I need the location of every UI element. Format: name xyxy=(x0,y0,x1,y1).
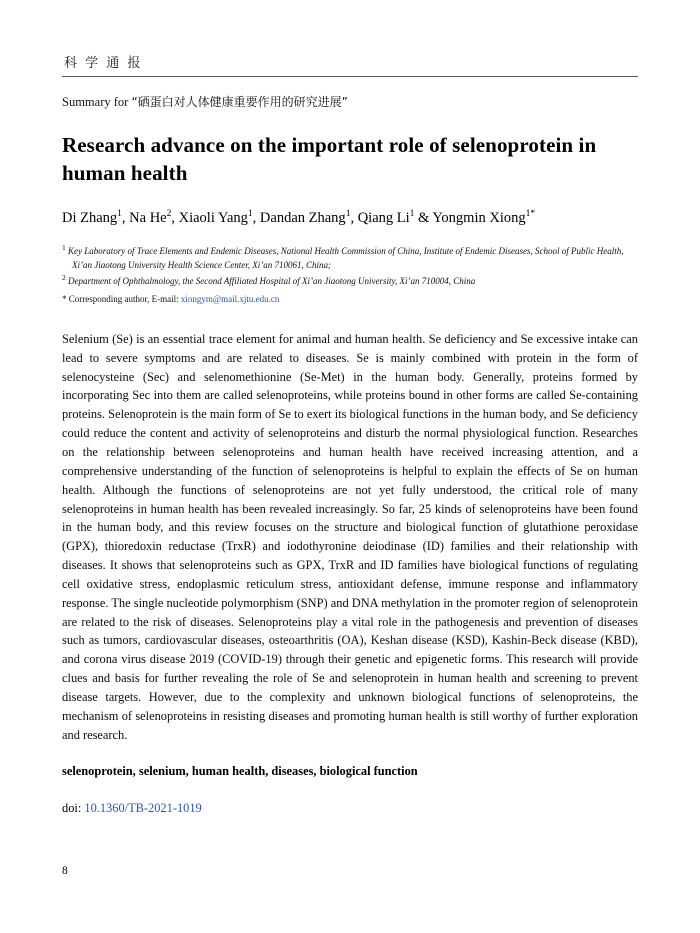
author-separator: , xyxy=(121,210,130,227)
author-separator: , xyxy=(252,210,260,227)
summary-prefix: Summary for xyxy=(62,95,132,109)
doi-link[interactable]: 10.1360/TB-2021-1019 xyxy=(84,801,202,816)
journal-masthead: 科 学 通 报 xyxy=(64,56,143,71)
doi-label: doi: xyxy=(62,801,85,816)
affiliation-text: Department of Ophthalmology, the Second Affiliated Hospital of Xi’an Jiaotong University, Xi’an 710004, China xyxy=(65,276,476,287)
affiliation-text: Key Laboratory of Trace Elements and Endemic Diseases, National Health Commission of China, Institute of Endemic Diseases, School of Public Health, Xi’an Jiaotong University Health Science Center, Xi’an 710061, China; xyxy=(65,246,624,270)
author-list xyxy=(62,207,638,230)
affiliation-marker: 1 xyxy=(62,243,66,253)
author-name: Yongmin Xiong xyxy=(432,210,526,227)
summary-line xyxy=(62,93,638,110)
author-affiliation-marker: 1* xyxy=(525,209,536,220)
author-name: Dandan Zhang xyxy=(259,210,346,227)
author-entry xyxy=(358,210,433,226)
doi-line xyxy=(62,801,638,816)
affiliation-item xyxy=(62,242,638,272)
author-entry xyxy=(179,210,260,226)
author-name: Di Zhang xyxy=(62,210,118,227)
corresponding-author-line xyxy=(62,292,638,306)
author-name: Na He xyxy=(129,210,167,227)
author-entry xyxy=(129,210,178,226)
author-affiliation-marker: 1 xyxy=(409,209,415,220)
abstract-text: Selenium (Se) is an essential trace element for animal and human health. Se deficiency and Se excessive intake can lead to severe symptoms and are related to diseases. Se is mainly combined with protein in the form of selenocysteine (Sec) and selenomethionine (Se-Met) in the human body. Generally, proteins formed by incorporating Sec into them are called selenoproteins, while proteins bound in other forms are called Se-containing proteins. Selenoprotein is the main form of Se to exert its biological functions in the human body, and Se deficiency could reduce the content and activity of selenoproteins and disturb the normal physiological function. Researches on the relationship between selenoproteins and human health have received increasing attention, and a comprehensive understanding of the function of selenoproteins is helpful to explain the effects of Se on human health. Although the functions of selenoproteins are not yet fully understood, the critical role of many selenoproteins in human health has been revealed increasingly. So far, 25 kinds of selenoproteins have been found in the human body, and this review focuses on the structure and biological function of glutathione peroxidase (GPX), thioredoxin reductase (TrxR) and iodothyronine deiodinase (ID) families and their relationship with diseases. It shows that selenoproteins such as GPX, TrxR and ID families have biological functions of regulating cell oxidative stress, endoplasmic reticulum stress, antioxidant defense, immune response and inflammatory response. The single nucleotide polymorphism (SNP) and DNA methylation in the promoter region of selenoprotein are related to the risk of diseases. Selenoproteins play a vital role in the pathogenesis and prevention of diseases such as tumors, cardiovascular diseases, osteoarthritis (OA), Keshan disease (KSD), Kashin-Beck disease (KBD), and corona virus disease 2019 (COVID-19) through their genetic and epigenetic forms. This research will provide clues and basis for further revealing the role of Se and selenoprotein in human health and screening to prevent disease targets. However, due to the complexity and unknown biological functions of selenoproteins, the mechanism of selenoproteins in resisting diseases and promoting human health is still worthy of further exploration and research. xyxy=(62,331,638,742)
author-separator: , xyxy=(171,210,179,227)
author-name: Xiaoli Yang xyxy=(178,210,248,227)
author-affiliation-marker: 1 xyxy=(345,209,351,220)
page-title: Research advance on the important role of selenoprotein in human health xyxy=(62,133,597,185)
author-affiliation-marker: 2 xyxy=(166,209,172,220)
author-name: Qiang Li xyxy=(357,210,410,227)
corresponding-email-link[interactable]: xiongym@mail.xjtu.edu.cn xyxy=(180,293,280,304)
affiliation-item xyxy=(62,272,638,289)
page-number: 8 xyxy=(62,865,68,877)
author-separator: & xyxy=(414,210,433,227)
author-entry xyxy=(432,210,535,226)
corresponding-label: * Corresponding author, E-mail: xyxy=(62,293,181,304)
summary-chinese-title: “硒蛋白对人体健康重要作用的研究进展” xyxy=(131,95,348,109)
affiliation-marker: 2 xyxy=(62,273,66,283)
author-affiliation-marker: 1 xyxy=(247,209,253,220)
affiliation-list xyxy=(62,242,638,306)
author-separator: , xyxy=(350,210,358,227)
author-affiliation-marker: 1 xyxy=(117,209,122,220)
keywords-line: selenoprotein, selenium, human health, diseases, biological function xyxy=(62,764,418,779)
author-entry xyxy=(260,210,358,226)
header-divider xyxy=(62,76,638,77)
author-entry xyxy=(62,210,129,226)
